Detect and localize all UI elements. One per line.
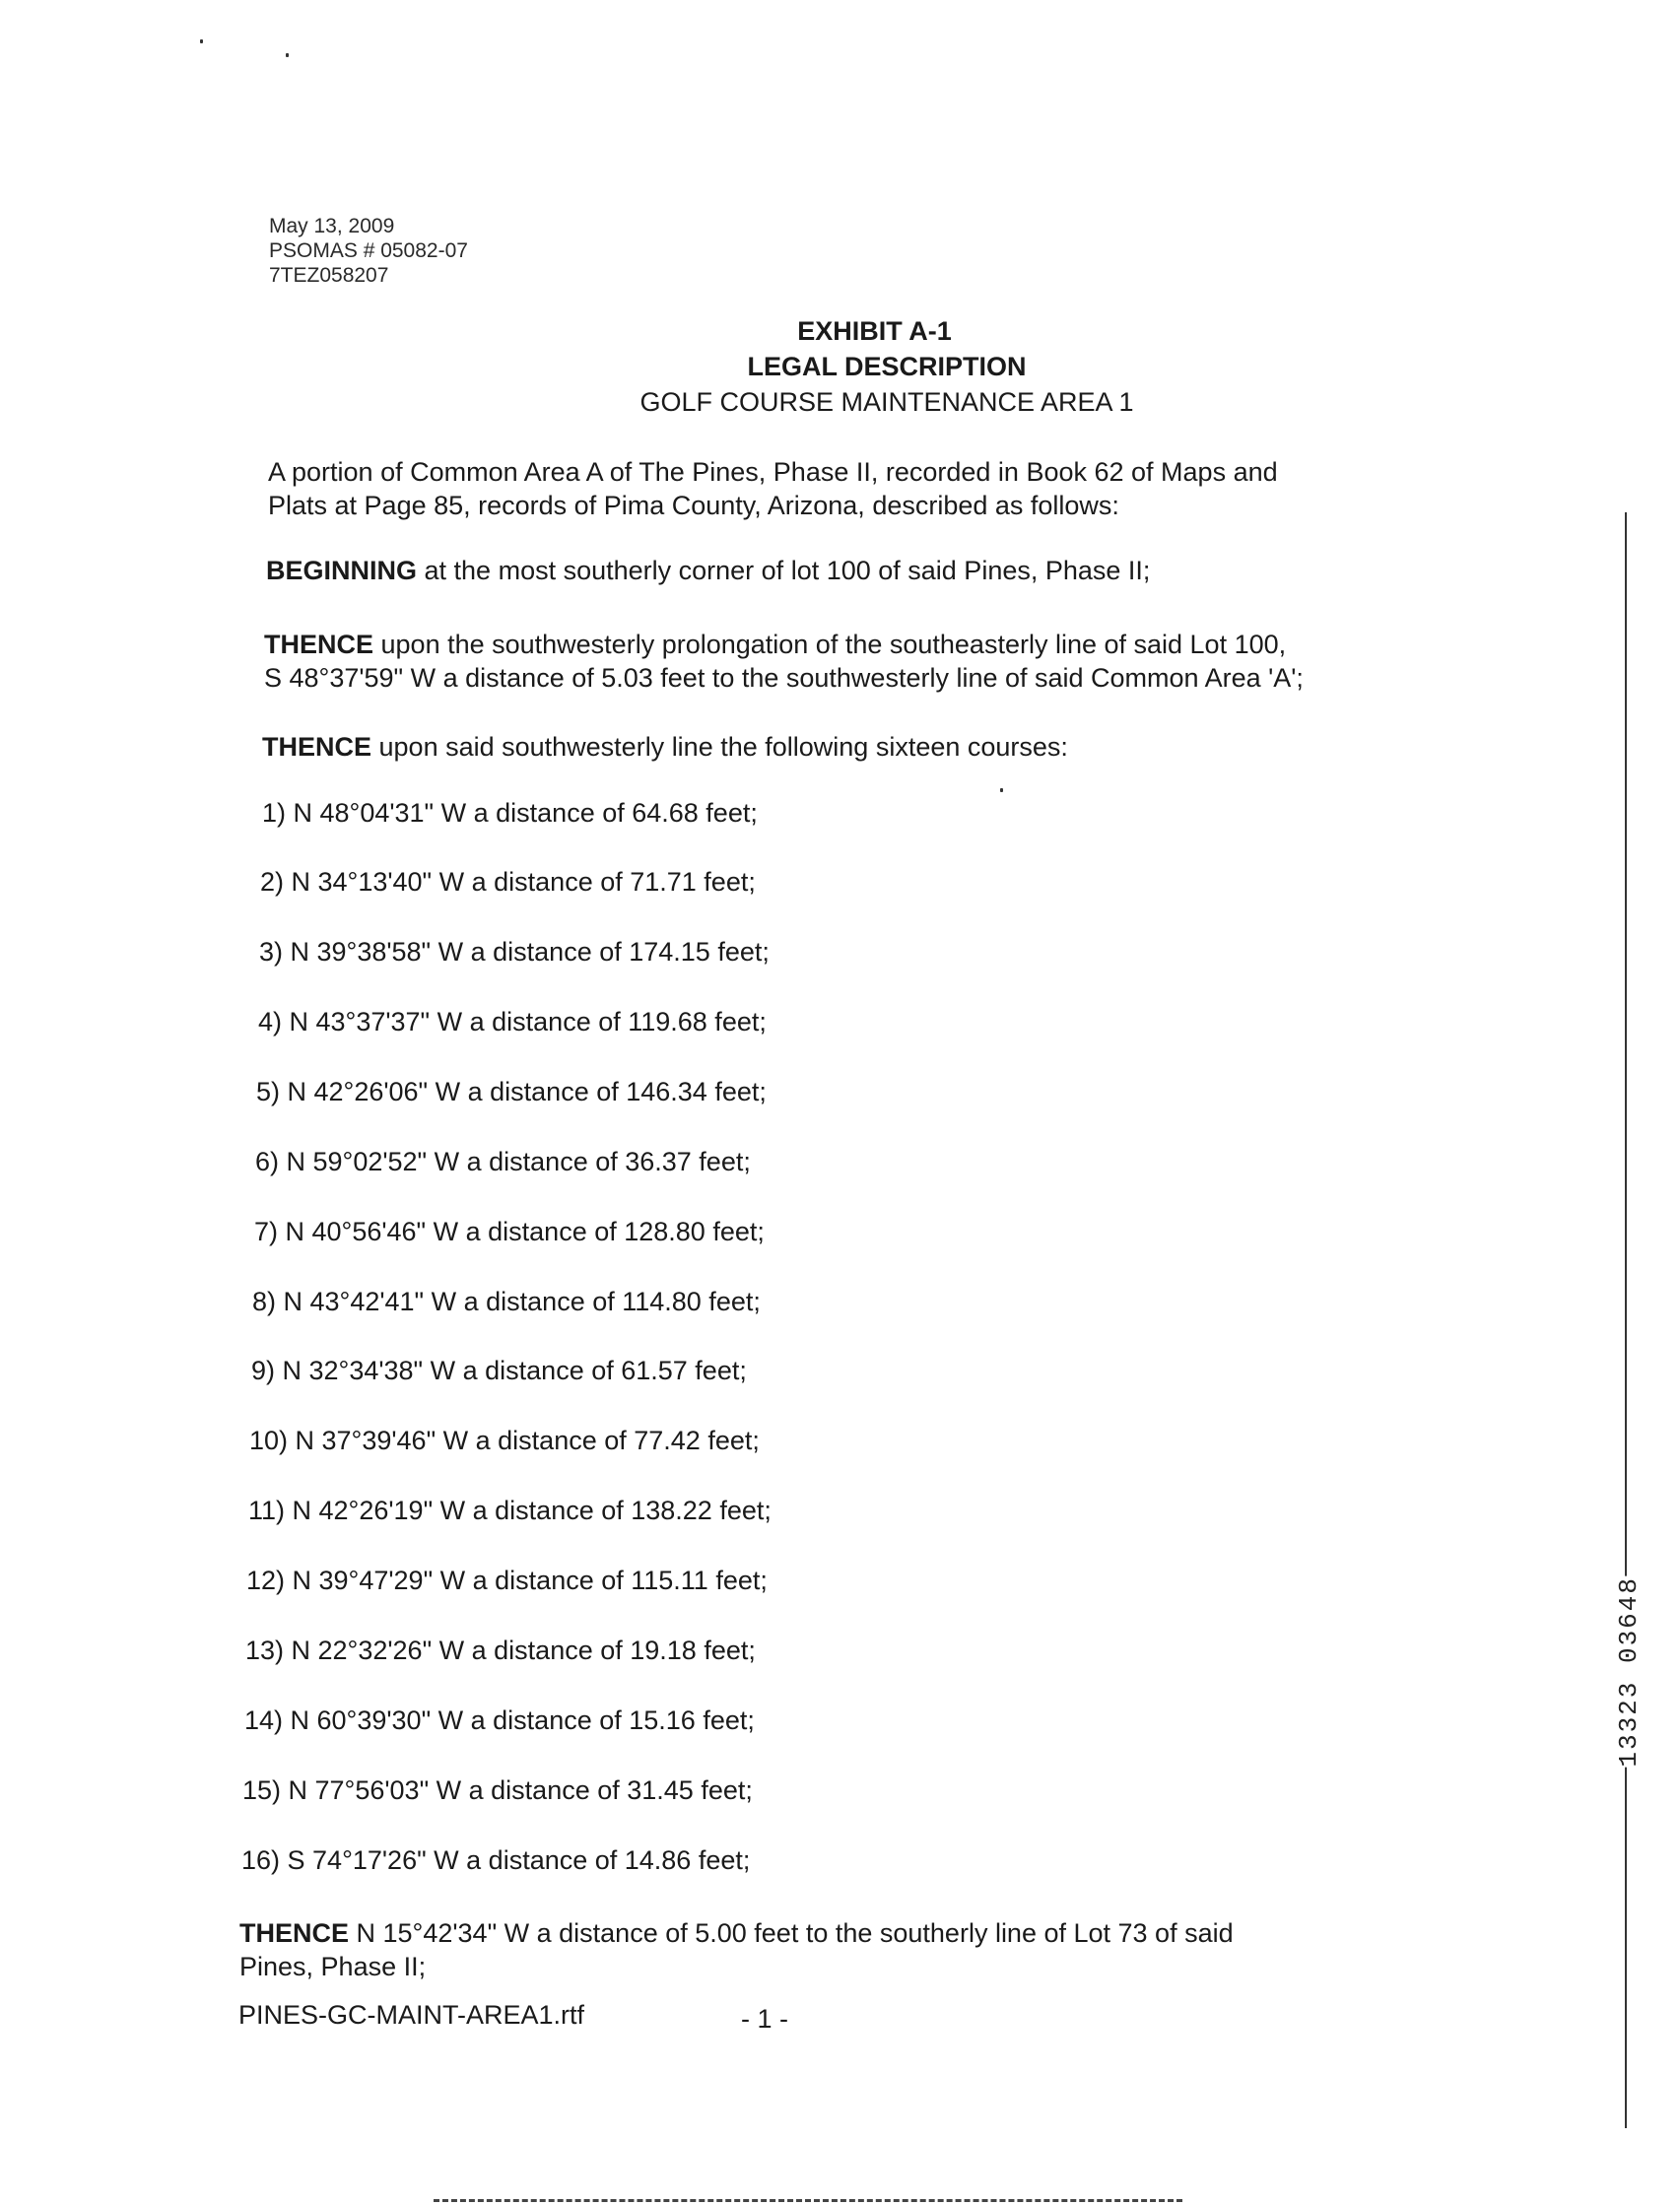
course-item: 10) N 37°39'46" W a distance of 77.42 feet; xyxy=(249,1426,760,1455)
beginning-paragraph xyxy=(266,554,1150,587)
course-item: 14) N 60°39'30" W a distance of 15.16 feet; xyxy=(244,1705,755,1735)
intro-paragraph xyxy=(268,455,1278,522)
course-item: 2) N 34°13'40" W a distance of 71.71 feet; xyxy=(260,867,756,897)
header-date: May 13, 2009 xyxy=(269,215,395,237)
title-legal-description: LEGAL DESCRIPTION xyxy=(747,352,1027,381)
scan-speck xyxy=(1000,788,1003,792)
title-area: GOLF COURSE MAINTENANCE AREA 1 xyxy=(639,387,1134,417)
course-item: 9) N 32°34'38" W a distance of 61.57 feet; xyxy=(251,1356,747,1385)
title-exhibit: EXHIBIT A-1 xyxy=(797,316,952,346)
scan-speck xyxy=(286,53,289,57)
thence-keyword: THENCE xyxy=(262,732,372,762)
footer-filename: PINES-GC-MAINT-AREA1.rtf xyxy=(238,2000,585,2030)
intro-line: Plats at Page 85, records of Pima County, Arizona, described as follows: xyxy=(268,491,1119,520)
scan-speck xyxy=(200,39,203,43)
thence-keyword: THENCE xyxy=(239,1918,350,1948)
course-item: 7) N 40°56'46" W a distance of 128.80 feet; xyxy=(254,1217,765,1246)
intro-line: A portion of Common Area A of The Pines, Phase II, recorded in Book 62 of Maps and xyxy=(268,457,1278,487)
header-job-number: PSOMAS # 05082-07 xyxy=(269,239,468,262)
course-item: 3) N 39°38'58" W a distance of 174.15 feet; xyxy=(259,937,770,967)
course-item: 1) N 48°04'31" W a distance of 64.68 feet; xyxy=(262,798,758,828)
course-item: 16) S 74°17'26" W a distance of 14.86 feet; xyxy=(241,1845,751,1875)
beginning-text: at the most southerly corner of lot 100 of said Pines, Phase II; xyxy=(417,556,1151,585)
thence-prolongation-paragraph xyxy=(264,628,1304,695)
thence-text: Pines, Phase II; xyxy=(239,1952,427,1981)
footer-page-number: - 1 - xyxy=(741,2004,789,2034)
recording-stamp: 13323 03648 xyxy=(1614,1576,1644,1768)
course-item: 13) N 22°32'26" W a distance of 19.18 feet; xyxy=(245,1636,756,1665)
header-file-code: 7TEZ058207 xyxy=(269,264,389,287)
thence-text: upon the southwesterly prolongation of the southeasterly line of said Lot 100, xyxy=(373,630,1287,659)
document-header xyxy=(269,214,468,288)
thence-text: upon said southwesterly line the following sixteen courses: xyxy=(371,732,1068,762)
course-item: 5) N 42°26'06" W a distance of 146.34 feet; xyxy=(256,1077,767,1106)
thence-courses-paragraph xyxy=(262,730,1068,764)
margin-rule xyxy=(1625,512,1627,2128)
course-item: 11) N 42°26'19" W a distance of 138.22 feet; xyxy=(248,1496,772,1525)
scan-edge-marks xyxy=(434,2199,1182,2202)
thence-text: S 48°37'59" W a distance of 5.03 feet to the southwesterly line of said Common Area 'A'; xyxy=(264,663,1304,693)
course-item: 6) N 59°02'52" W a distance of 36.37 feet; xyxy=(255,1147,751,1176)
thence-final-paragraph xyxy=(239,1916,1234,1983)
course-item: 12) N 39°47'29" W a distance of 115.11 feet; xyxy=(246,1566,768,1595)
course-item: 8) N 43°42'41" W a distance of 114.80 feet; xyxy=(252,1287,761,1316)
thence-text: N 15°42'34" W a distance of 5.00 feet to the southerly line of Lot 73 of said xyxy=(349,1918,1234,1948)
course-item: 4) N 43°37'37" W a distance of 119.68 feet; xyxy=(258,1007,767,1036)
course-item: 15) N 77°56'03" W a distance of 31.45 feet; xyxy=(242,1775,753,1805)
thence-keyword: THENCE xyxy=(264,630,374,659)
document-title xyxy=(0,313,1680,420)
beginning-keyword: BEGINNING xyxy=(266,556,418,585)
